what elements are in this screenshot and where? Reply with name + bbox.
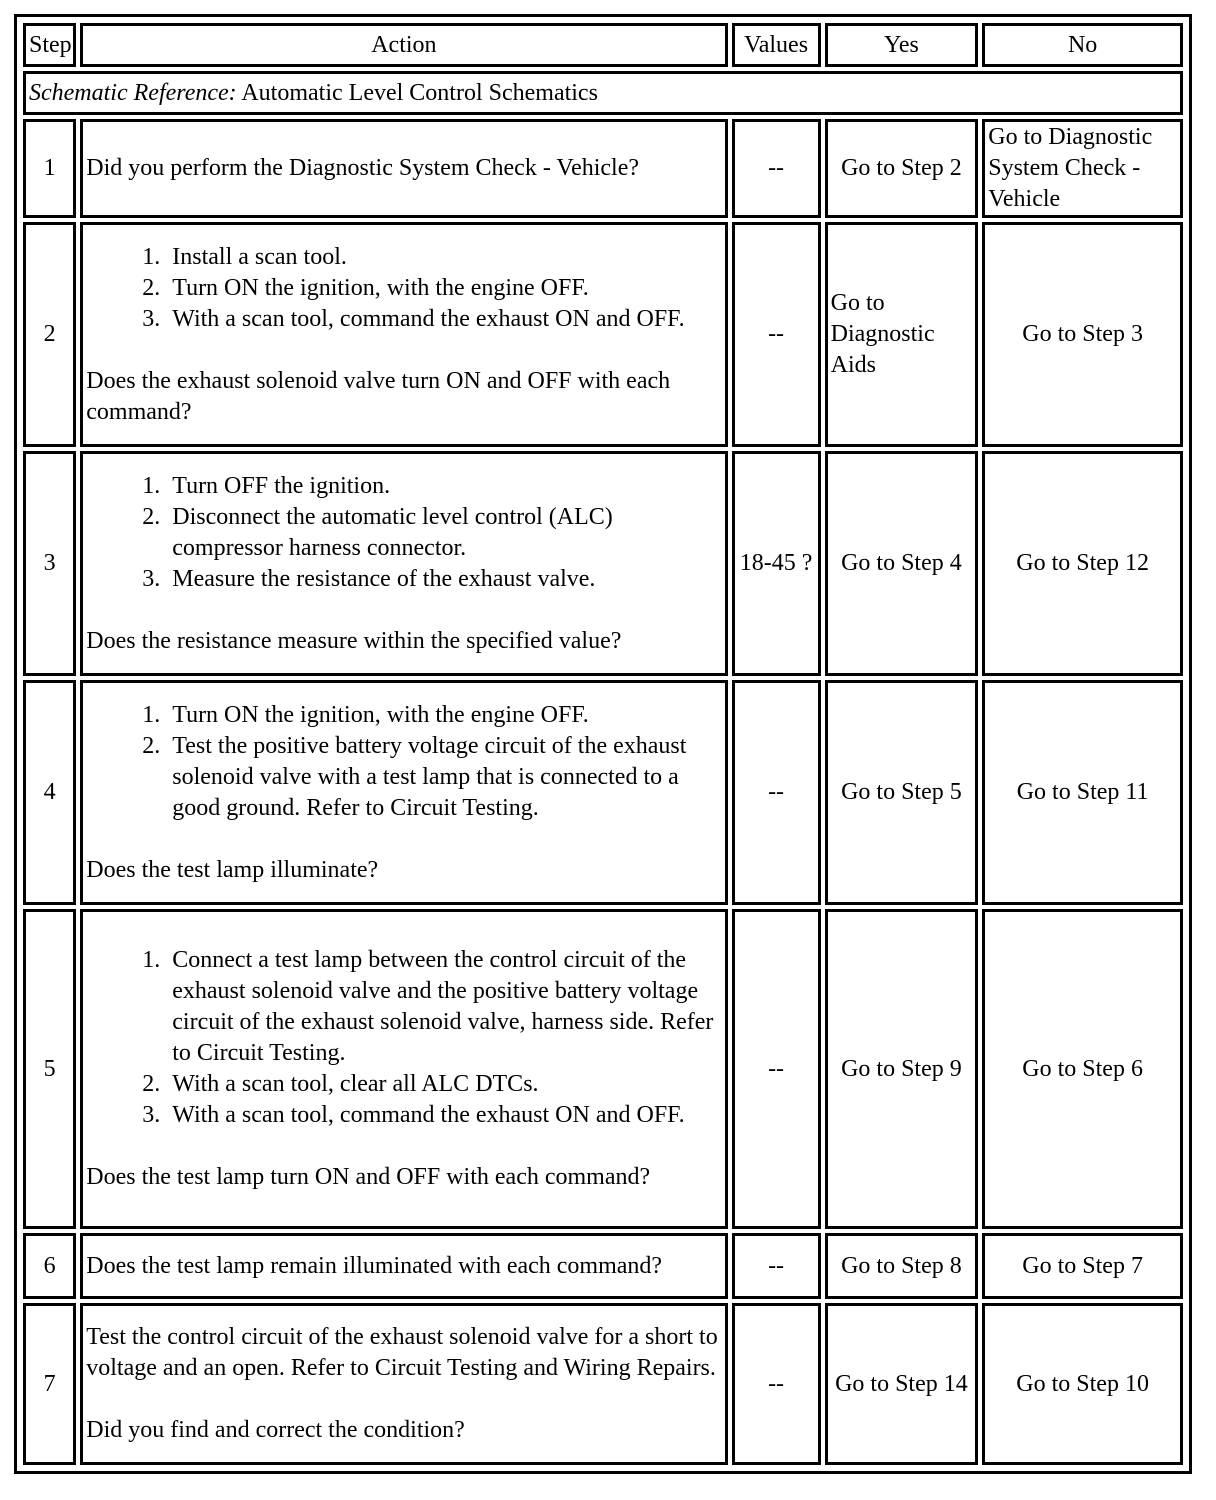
value-cell: 18-45 ? — [732, 451, 821, 676]
yes-link[interactable]: Go to Step 4 — [825, 451, 979, 676]
step-number: 4 — [23, 680, 76, 905]
schematic-label: Schematic Reference: — [29, 79, 237, 106]
list-item: 3. With a scan tool, command the exhaust ON and OFF. — [166, 1100, 721, 1131]
yes-link[interactable]: Go to Step 8 — [825, 1233, 979, 1299]
header-step: Step — [23, 23, 76, 67]
action-cell — [80, 1303, 727, 1465]
no-link[interactable]: Go to Step 6 — [982, 909, 1183, 1229]
header-no: No — [982, 23, 1183, 67]
step-number: 2 — [23, 222, 76, 447]
step-list — [86, 242, 721, 335]
table-row — [23, 680, 1183, 905]
list-item: 3. With a scan tool, command the exhaust ON and OFF. — [166, 304, 721, 335]
no-link[interactable]: Go to Step 7 — [982, 1233, 1183, 1299]
no-link[interactable]: Go to Diagnostic System Check - Vehicle — [982, 119, 1183, 218]
diagnostic-table-frame — [14, 14, 1192, 1474]
step-number: 6 — [23, 1233, 76, 1299]
question-text: Did you perform the Diagnostic System Check - Vehicle? — [86, 155, 640, 181]
action-cell — [80, 680, 727, 905]
yes-link[interactable]: Go to Step 2 — [825, 119, 979, 218]
schematic-link[interactable]: Automatic Level Control Schematics — [241, 79, 598, 106]
question-text: Does the test lamp remain illuminated with each command? — [86, 1252, 663, 1279]
action-cell — [80, 451, 727, 676]
action-cell — [80, 222, 727, 447]
no-link[interactable]: Go to Step 12 — [982, 451, 1183, 676]
step-number: 3 — [23, 451, 76, 676]
value-cell: -- — [732, 680, 821, 905]
list-item: 2. Test the positive battery voltage circuit of the exhaust solenoid valve with a test lamp that is connected to a good ground. Refer to Circuit Testing. — [166, 731, 721, 824]
question-text: Does the resistance measure within the specified value? — [86, 627, 622, 654]
step-number: 5 — [23, 909, 76, 1229]
action-cell — [80, 1233, 727, 1299]
list-item: 1. Connect a test lamp between the control circuit of the exhaust solenoid valve and the positive battery voltage circuit of the exhaust solenoid valve, harness side. Refer to Circuit Testing. — [166, 945, 721, 1069]
yes-link[interactable]: Go to Step 9 — [825, 909, 979, 1229]
step-list — [86, 700, 721, 824]
value-cell: -- — [732, 1303, 821, 1465]
no-link[interactable]: Go to Step 3 — [982, 222, 1183, 447]
list-item: 2. Turn ON the ignition, with the engine OFF. — [166, 273, 721, 304]
intro-text: Test the control circuit of the exhaust solenoid valve for a short to voltage and an open. Refer to Circuit Testing and Wiring Repairs. — [86, 1324, 718, 1381]
schematic-reference — [23, 71, 1183, 115]
table-row — [23, 451, 1183, 676]
step-list — [86, 945, 721, 1131]
table-row — [23, 119, 1183, 218]
yes-link[interactable]: Go to Diagnostic Aids — [825, 222, 979, 447]
header-row — [23, 23, 1183, 67]
header-yes: Yes — [825, 23, 979, 67]
list-item: 3. Measure the resistance of the exhaust valve. — [166, 564, 721, 595]
value-cell: -- — [732, 222, 821, 447]
header-action: Action — [80, 23, 727, 67]
question-text: Does the test lamp turn ON and OFF with each command? — [86, 1164, 651, 1190]
list-item: 2. Disconnect the automatic level control (ALC) compressor harness connector. — [166, 502, 721, 564]
yes-link[interactable]: Go to Step 5 — [825, 680, 979, 905]
question-text: Did you find and correct the condition? — [86, 1417, 465, 1443]
list-item: 1. Turn OFF the ignition. — [166, 471, 721, 502]
table-row — [23, 1233, 1183, 1299]
value-cell: -- — [732, 909, 821, 1229]
value-cell: -- — [732, 119, 821, 218]
no-link[interactable]: Go to Step 11 — [982, 680, 1183, 905]
list-item: 1. Turn ON the ignition, with the engine OFF. — [166, 700, 721, 731]
list-item: 2. With a scan tool, clear all ALC DTCs. — [166, 1069, 721, 1100]
table-row — [23, 1303, 1183, 1465]
diagnostic-table — [19, 19, 1187, 1469]
action-cell — [80, 909, 727, 1229]
list-item: 1. Install a scan tool. — [166, 242, 721, 273]
step-number: 1 — [23, 119, 76, 218]
schematic-row — [23, 71, 1183, 115]
no-link[interactable]: Go to Step 10 — [982, 1303, 1183, 1465]
question-text: Does the exhaust solenoid valve turn ON and OFF with each command? — [86, 367, 671, 425]
table-row — [23, 909, 1183, 1229]
step-list — [86, 471, 721, 595]
table-row — [23, 222, 1183, 447]
yes-link[interactable]: Go to Step 14 — [825, 1303, 979, 1465]
header-values: Values — [732, 23, 821, 67]
value-cell: -- — [732, 1233, 821, 1299]
question-text: Does the test lamp illuminate? — [86, 856, 379, 883]
action-cell — [80, 119, 727, 218]
step-number: 7 — [23, 1303, 76, 1465]
